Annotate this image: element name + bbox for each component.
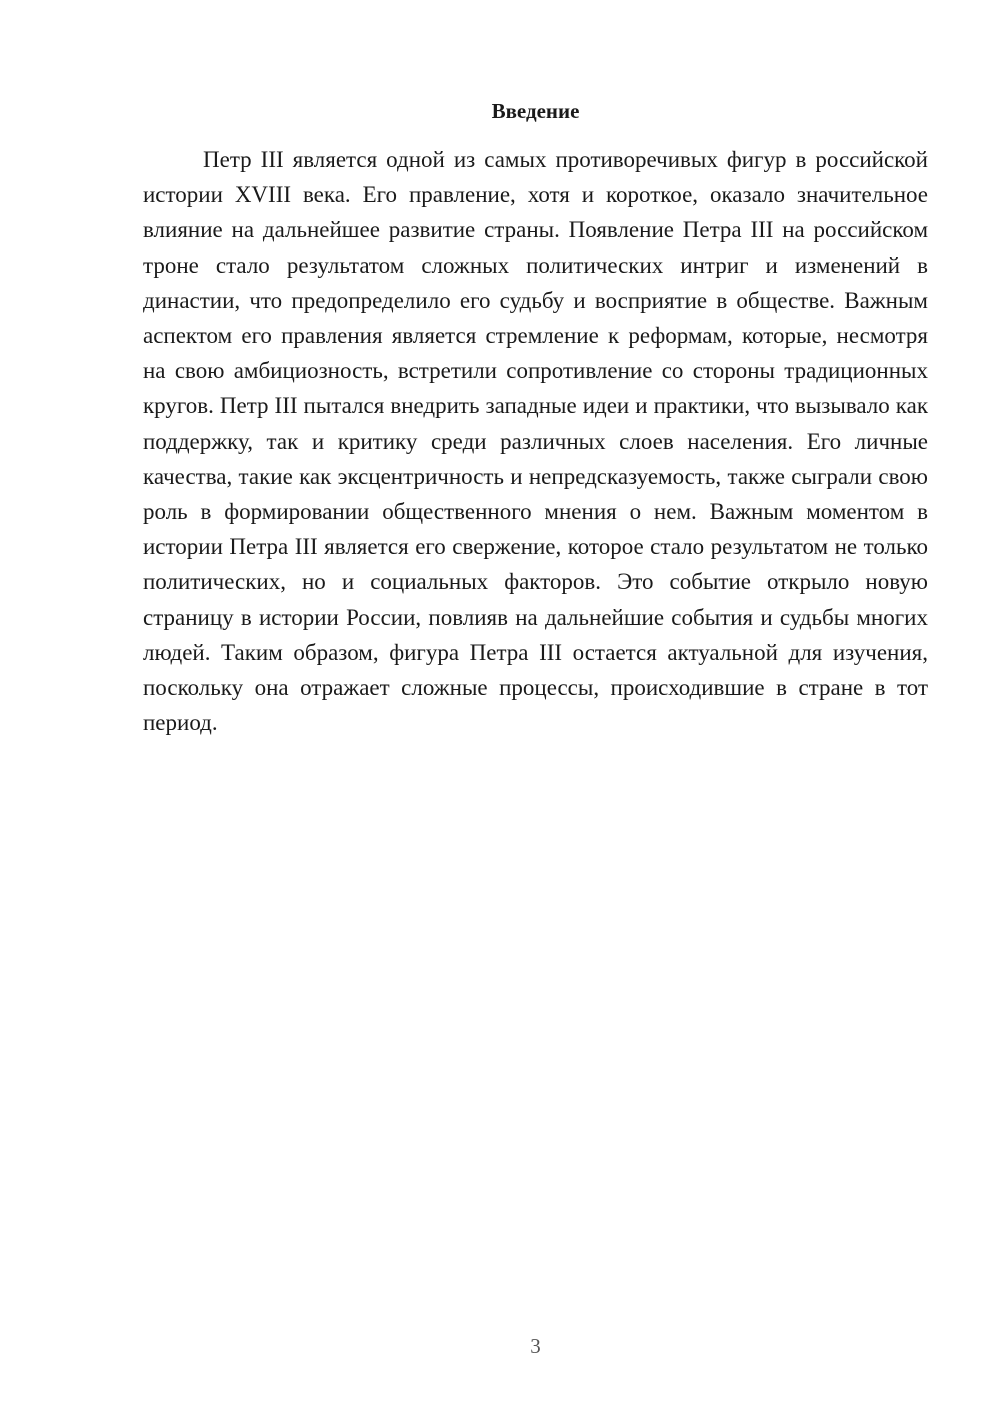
page-number: 3 bbox=[530, 1334, 541, 1358]
section-title: Введение bbox=[491, 99, 580, 123]
body-paragraph: Петр III является одной из самых противоречивых фигур в российской истории XVIII века. Его правление, хотя и короткое, оказало значительное влияние на дальнейшее развитие страны. Появление Петра III на российском троне стало результатом сложных политических интриг и изменений в династии, что предопределило его судьбу и восприятие в обществе. Важным аспектом его правления является стремление к реформам, которые, несмотря на свою амбициозность, встретили сопротивление со стороны традиционных кругов. Петр III пытался внедрить западные идеи и практики, что вызывало как поддержку, так и критику среди различных слоев населения. Его личные качества, такие как эксцентричность и непредсказуемость, также сыграли свою роль в формировании общественного мнения о нем. Важным моментом в истории Петра III является его свержение, которое стало результатом не только политических, но и социальных факторов. Это событие открыло новую страницу в истории России, повлияв на дальнейшие события и судьбы многих людей. Таким образом, фигура Петра III остается актуальной для изучения, поскольку она отражает сложные процессы, происходившие в стране в тот период. bbox=[143, 147, 928, 736]
